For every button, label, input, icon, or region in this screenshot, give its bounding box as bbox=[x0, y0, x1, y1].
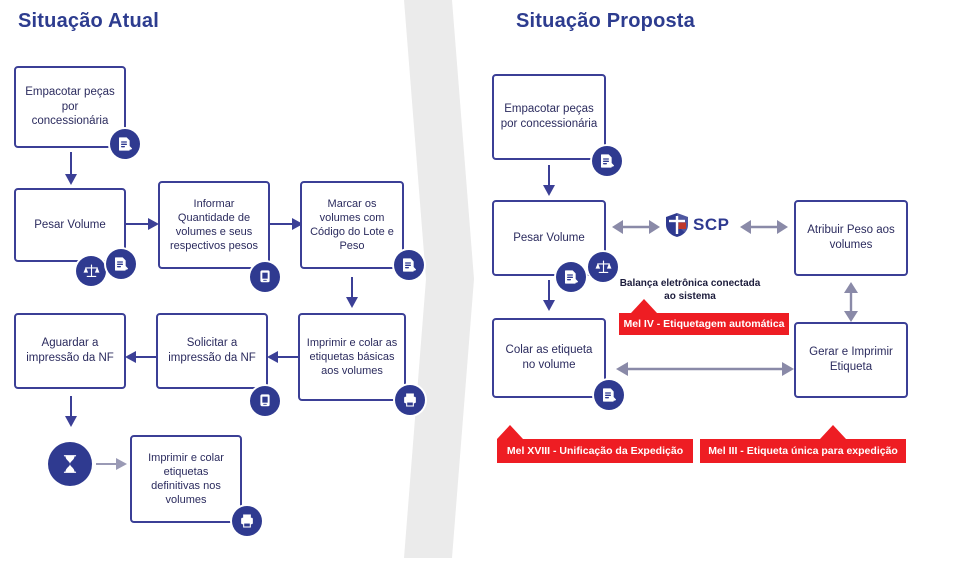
process-box-empacotar-proposto[interactable] bbox=[492, 74, 606, 160]
process-box-label: Empacotar peças por concessionária bbox=[25, 85, 115, 128]
scp-logo-text: SCP bbox=[693, 215, 730, 234]
process-box-imprimir-etiquetas-definitivas[interactable] bbox=[130, 435, 242, 523]
process-box-label: Solicitar a impressão da NF bbox=[168, 337, 256, 364]
form-edit-icon bbox=[106, 249, 136, 279]
arrow-icon bbox=[266, 346, 300, 368]
form-edit-icon bbox=[594, 380, 624, 410]
callout-label: Mel III - Etiqueta única para expedição bbox=[708, 445, 898, 457]
callout-label: Mel XVIII - Unificação da Expedição bbox=[506, 445, 684, 457]
process-box-solicitar-impressao-nf[interactable] bbox=[156, 313, 268, 389]
printer-icon bbox=[395, 385, 425, 415]
arrow-icon bbox=[60, 396, 82, 428]
process-box-empacotar[interactable] bbox=[14, 66, 126, 148]
process-box-imprimir-etiquetas-basicas[interactable] bbox=[298, 313, 406, 401]
monitor-icon bbox=[250, 386, 280, 416]
form-edit-icon bbox=[556, 262, 586, 292]
arrow-icon bbox=[538, 280, 560, 312]
callout-mel-iii bbox=[700, 439, 906, 463]
arrow-icon bbox=[124, 346, 158, 368]
scp-shield-icon bbox=[664, 212, 690, 238]
process-box-label: Marcar os volumes com Código do Lote e Peso bbox=[310, 197, 394, 253]
process-box-informar-quantidade[interactable] bbox=[158, 181, 270, 269]
arrow-icon bbox=[616, 358, 794, 380]
hourglass-icon bbox=[48, 442, 92, 486]
arrow-icon bbox=[270, 213, 304, 235]
page-title-current: Situação Atual bbox=[18, 10, 159, 32]
process-box-pesar-volume[interactable] bbox=[14, 188, 126, 262]
page-title-proposed: Situação Proposta bbox=[516, 10, 695, 32]
arrow-icon bbox=[612, 216, 660, 238]
arrow-icon bbox=[126, 213, 160, 235]
process-box-atribuir-peso[interactable] bbox=[794, 200, 908, 276]
callout-mel-xviii bbox=[497, 439, 693, 463]
arrow-icon bbox=[840, 282, 862, 322]
process-box-label: Empacotar peças por concessionária bbox=[500, 103, 598, 130]
process-box-label: Aguardar a impressão da NF bbox=[26, 337, 114, 364]
process-box-label: Imprimir e colar as etiquetas básicas aos volumes bbox=[306, 336, 398, 378]
arrow-icon bbox=[740, 216, 788, 238]
scp-system-logo bbox=[664, 212, 729, 238]
process-box-colar-etiqueta[interactable] bbox=[492, 318, 606, 398]
process-box-marcar-volumes[interactable] bbox=[300, 181, 404, 269]
process-box-label: Pesar Volume bbox=[34, 218, 106, 231]
form-edit-icon bbox=[110, 129, 140, 159]
arrow-icon bbox=[60, 152, 82, 186]
form-edit-icon bbox=[394, 250, 424, 280]
process-box-label: Gerar e Imprimir Etiqueta bbox=[809, 346, 893, 373]
monitor-icon bbox=[250, 262, 280, 292]
callout-tip bbox=[497, 425, 523, 439]
arrow-icon bbox=[96, 453, 128, 475]
callout-mel-iv bbox=[619, 313, 789, 335]
process-box-label: Pesar Volume bbox=[513, 231, 585, 244]
process-box-gerar-imprimir-etiqueta[interactable] bbox=[794, 322, 908, 398]
process-box-label: Imprimir e colar etiquetas definitivas nos volumes bbox=[148, 451, 224, 507]
weighing-scale-icon bbox=[76, 256, 106, 286]
callout-tip bbox=[820, 425, 846, 439]
printer-icon bbox=[232, 506, 262, 536]
panel-separator bbox=[404, 0, 474, 558]
callout-tip bbox=[631, 299, 657, 313]
process-box-label: Informar Quantidade de volumes e seus respectivos pesos bbox=[169, 197, 259, 253]
callout-label: Mel IV - Etiquetagem automática bbox=[623, 318, 785, 330]
process-box-aguardar-impressao-nf[interactable] bbox=[14, 313, 126, 389]
process-box-label: Colar as etiqueta no volume bbox=[505, 344, 593, 371]
scale-connection-note: Balança eletrônica conectada ao sistema bbox=[619, 278, 761, 302]
process-box-label: Atribuir Peso aos volumes bbox=[807, 224, 895, 251]
arrow-icon bbox=[341, 277, 363, 309]
arrow-icon bbox=[538, 165, 560, 197]
form-edit-icon bbox=[592, 146, 622, 176]
